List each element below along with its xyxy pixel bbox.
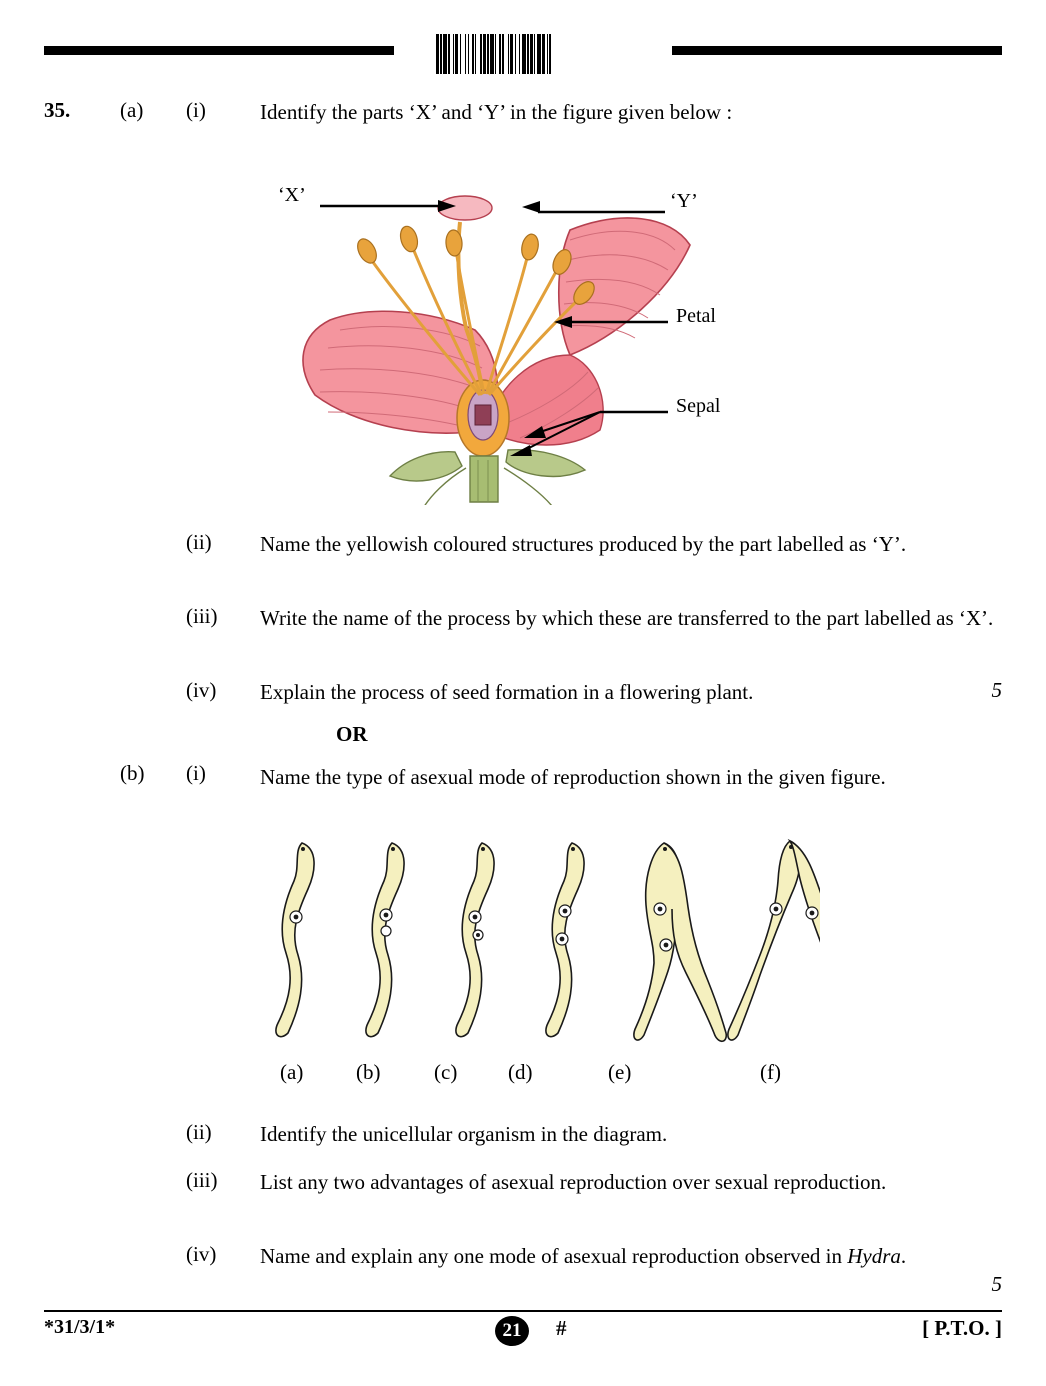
flower-label-y: ‘Y’ [670, 190, 698, 212]
item-a-ii-roman: (ii) [186, 530, 212, 554]
footer-rule [44, 1310, 1002, 1312]
item-b-i-roman: (i) [186, 761, 206, 785]
flower-label-x: ‘X’ [278, 184, 306, 206]
page-header [44, 34, 1002, 74]
item-b-iii-roman: (iii) [186, 1168, 218, 1192]
item-a-iv-marks: 5 [991, 678, 1002, 702]
hash-mark: # [556, 1316, 567, 1340]
part-a-label: (a) [120, 98, 144, 122]
stage-label-b: (b) [356, 1060, 381, 1084]
stage-label-a: (a) [280, 1060, 304, 1084]
planaria-stage-labels [260, 1060, 820, 1090]
or-label: OR [336, 722, 368, 746]
item-b-iv-text-before: Name and explain any one mode of asexual reproduction observed in [260, 1244, 848, 1268]
item-b-iv-text-italic: Hydra [847, 1244, 901, 1268]
header-rule-left [44, 46, 394, 55]
planaria-figure [260, 835, 820, 1085]
item-b-ii-text: Identify the unicellular organism in the diagram. [260, 1122, 668, 1146]
planaria-diagram-svg [260, 835, 820, 1065]
stage-label-f: (f) [760, 1060, 781, 1084]
item-a-iv-text: Explain the process of seed formation in a flowering plant. [260, 680, 754, 704]
item-b-iv-roman: (iv) [186, 1242, 217, 1266]
item-a-iii-roman: (iii) [186, 604, 218, 628]
item-b-iii-text: List any two advantages of asexual reproduction over sexual reproduction. [260, 1170, 887, 1194]
question-number: 35. [44, 98, 71, 122]
paper-code: *31/3/1* [44, 1316, 116, 1338]
stage-label-d: (d) [508, 1060, 533, 1084]
item-a-ii-text: Name the yellowish coloured structures produced by the part labelled as ‘Y’. [260, 532, 907, 556]
item-a-i-text: Identify the parts ‘X’ and ‘Y’ in the figure given below : [260, 100, 733, 124]
item-a-iv-roman: (iv) [186, 678, 217, 702]
page-number-badge: 21 [495, 1316, 529, 1346]
page-footer [0, 1310, 1046, 1350]
pto-label: [ P.T.O. ] [922, 1316, 1002, 1340]
stage-label-c: (c) [434, 1060, 458, 1084]
item-a-i-roman: (i) [186, 98, 206, 122]
flower-label-petal: Petal [676, 305, 716, 327]
item-b-ii-roman: (ii) [186, 1120, 212, 1144]
item-b-iv-text [260, 1242, 995, 1272]
item-b-i-text: Name the type of asexual mode of reproduction shown in the given figure. [260, 765, 886, 789]
header-rule-right [672, 46, 1002, 55]
stage-label-e: (e) [608, 1060, 632, 1084]
flower-figure [270, 150, 790, 505]
barcode [436, 34, 646, 74]
part-b-label: (b) [120, 761, 145, 785]
item-b-iv-text-after: . [900, 1244, 907, 1268]
item-a-iii-text: Write the name of the process by which these are transferred to the part labelled as ‘X’. [260, 606, 994, 630]
flower-label-sepal: Sepal [676, 395, 721, 417]
item-b-iv-marks: 5 [991, 1272, 1002, 1296]
